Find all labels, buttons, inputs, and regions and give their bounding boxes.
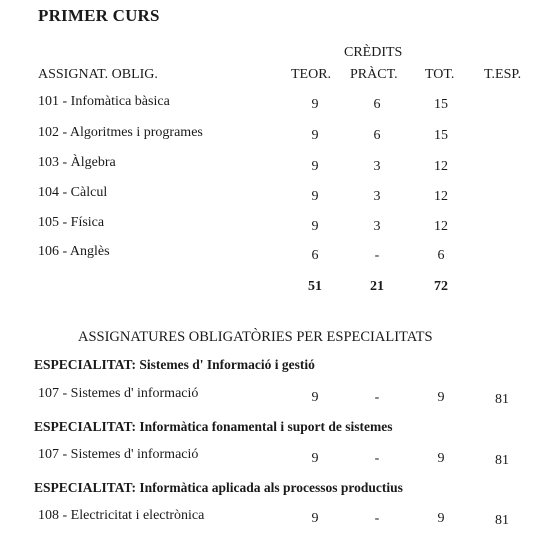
column-header-tesp: T.ESP.: [484, 67, 522, 82]
subject-pract: -: [374, 390, 380, 405]
subject-tot: 12: [434, 159, 448, 174]
subject-tot: 15: [434, 97, 448, 112]
column-header-tot: TOT.: [425, 67, 455, 82]
speciality-heading: ESPECIALITAT: Informàtica aplicada als processos productius: [34, 480, 403, 495]
section-title: ASSIGNATURES OBLIGATÒRIES PER ESPECIALITATS: [78, 329, 433, 345]
column-header-pract: PRÀCT.: [350, 67, 398, 82]
subject-tot: 6: [437, 248, 445, 263]
subject-teor: 9: [311, 451, 319, 466]
subject-teor: 9: [311, 159, 319, 174]
subject-teor: 9: [311, 189, 319, 204]
subject-pract: -: [374, 511, 380, 526]
speciality-heading: ESPECIALITAT: Informàtica fonamental i suport de sistemes: [34, 419, 393, 434]
subject-pract: 3: [373, 219, 381, 234]
subject-teor: 9: [311, 390, 319, 405]
subject-name: 101 - Infomàtica bàsica: [38, 94, 170, 109]
subject-pract: 6: [373, 128, 381, 143]
subject-tesp: 81: [495, 453, 509, 468]
subject-teor: 9: [311, 511, 319, 526]
subject-name: 107 - Sistemes d' informació: [38, 447, 199, 462]
subject-pract: 3: [373, 159, 381, 174]
subject-name: 104 - Càlcul: [38, 185, 108, 200]
subject-name: 106 - Anglès: [38, 244, 110, 259]
subject-tesp: 81: [495, 513, 509, 528]
subject-pract: 6: [373, 97, 381, 112]
subject-tot: 12: [434, 189, 448, 204]
subject-name: 102 - Algoritmes i programes: [38, 125, 203, 140]
subject-name: 103 - Àlgebra: [38, 155, 116, 170]
subject-tesp: 81: [495, 392, 509, 407]
subject-tot: 9: [437, 511, 445, 526]
subject-teor: 9: [311, 128, 319, 143]
subject-name: 107 - Sistemes d' informació: [38, 386, 199, 401]
column-header-subject: ASSIGNAT. OBLIG.: [38, 67, 158, 82]
subject-teor: 9: [311, 97, 319, 112]
subject-pract: -: [374, 451, 380, 466]
subject-tot: 15: [434, 128, 448, 143]
subject-tot: 9: [437, 451, 445, 466]
total-teor: 51: [308, 279, 322, 294]
subject-name: 105 - Física: [38, 215, 105, 230]
subject-name: 108 - Electricitat i electrònica: [38, 508, 205, 523]
subject-pract: 3: [373, 189, 381, 204]
subject-tot: 9: [437, 390, 445, 405]
credits-header: CRÈDITS: [344, 45, 403, 60]
subject-teor: 9: [311, 219, 319, 234]
subject-tot: 12: [434, 219, 448, 234]
page-title: PRIMER CURS: [38, 6, 160, 25]
column-header-teor: TEOR.: [291, 67, 332, 82]
total-tot: 72: [434, 279, 448, 294]
speciality-heading: ESPECIALITAT: Sistemes d' Informació i gestió: [34, 357, 315, 372]
subject-teor: 6: [311, 248, 319, 263]
total-pract: 21: [370, 279, 384, 294]
subject-pract: -: [374, 248, 380, 263]
